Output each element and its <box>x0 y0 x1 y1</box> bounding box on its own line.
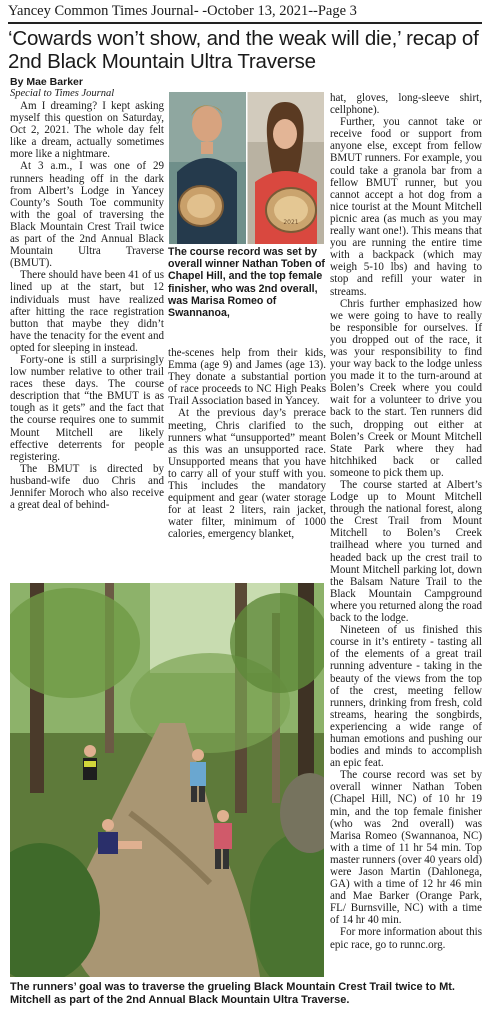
plaque-year: 2021 <box>283 219 299 226</box>
winners-photo <box>169 92 324 244</box>
paragraph: There should have been 41 of us lined up at the start, but 12 individuals must have realized after hitting the race registration button that maybe they didn’t have the tenacity for the event and opted for sleeping in instead. <box>10 269 164 354</box>
paragraph: the-scenes help from their kids, Emma (age 9) and James (age 13). They donate a substantial portion of race proceeds to NC High Peaks Trail Association based in Yancey. <box>168 347 326 408</box>
paragraph: The course record was set by overall winner Nathan Toben (Chapel Hill, NC) of 10 hr 19 min, and the top female finisher (who was 2nd overall) was Marisa Romeo (Swannanoa, NC) with a time of 11 hr 54 min. Top master runners (over 40 years old) were Jason Martin (Dahlonega, GA) with a time of 12 hr 46 min and Mae Barker (Orange Park, FL/ Burnsville, NC) with a time of 14 hr 40 min. <box>330 769 482 927</box>
article-column-3 <box>330 92 482 951</box>
affiliation: Special to Times Journal <box>10 88 115 99</box>
paragraph: At the previous day’s prerace meeting, Chris clarified to the runners what “unsupported” meant as this was an unsupported race. Unsupported means that you have to carry all of your stuff with you. This includes the mandatory equipment and gear (water storage for at least 2 liters, rain jacket, water filter, minimum of 1000 calories, emergency blanket, <box>168 407 326 541</box>
trail-photo <box>10 583 324 977</box>
paragraph: Nineteen of us finished this course in it’s entirety - tasting all of the elements of a great trail running adventure - taking in the beauty of the views from the top of the crest, meeting fellow runners, drinking from fresh, cold streams, hearing the songbirds, experiencing a wide range of human emotions and pushing our bodies and minds to accomplish an epic feat. <box>330 624 482 770</box>
article-column-1 <box>10 76 164 511</box>
trail-photo-caption: The runners’ goal was to traverse the grueling Black Mountain Crest Trail twice to Mt. Mitchell as part of the 2nd Annual Black Mountain Ultra Traverse. <box>10 981 455 1006</box>
byline: By Mae Barker <box>10 76 83 88</box>
headline: ‘Cowards won’t show, and the weak will die,’ recap of 2nd Black Mountain Ultra Traverse <box>8 27 479 73</box>
header-rule <box>8 22 482 24</box>
article-column-2 <box>168 347 326 541</box>
paragraph: Forty-one is still a surprisingly low number relative to other trail races these days. The course description that “the BMUT is as tough as it gets” and the fact that the course requires one to summit Mount Mitchell are likely effective deterrents for people registering. <box>10 353 164 463</box>
winners-photo-caption: The course record was set by overall winner Nathan Toben of Chapel Hill, and the top female finisher, who was 2nd overall, was Marisa Romeo of Swannanoa, <box>168 246 325 320</box>
paragraph: The BMUT is directed by husband-wife duo Chris and Jennifer Moroch who also receive a great deal of behind- <box>10 462 164 512</box>
paragraph: Am I dreaming? I kept asking myself this question on Saturday, Oct 2, 2021. The whole day felt like a dream, actually sometimes more like a nightmare. <box>10 100 164 161</box>
paragraph: The course started at Albert’s Lodge up to Mount Mitchell through the national forest, along the Crest Trail from Mount Mitchell to Bolen’s Creek trailhead where you turned and headed back up the crest trail to Mount Mitchell parking lot, down the Balsam Nature Trail to the Black Mountain Campground where you returned along the road back to the lodge. <box>330 479 482 625</box>
paragraph: For more information about this epic race, go to runnc.org. <box>330 926 482 951</box>
paragraph: Further, you cannot take or receive food or support from anyone else, except from fellow BMUT runners. For example, you could take a granola bar from a fellow BMUT runner, but you cannot accept a hot dog from a nice tourist at the Mount Mitchell picnic area (as much as you may really want one!). This means that you are running the entire time with a backpack (which may weigh 5-10 lbs) and having to stop and refill your water in streams. <box>330 116 482 298</box>
paragraph: hat, gloves, long-sleeve shirt, cellphone). <box>330 92 482 117</box>
running-head: Yancey Common Times Journal- -October 13, 2021--Page 3 <box>8 3 357 19</box>
paragraph: Chris further emphasized how we were going to have to really be responsible for ourselves. If you dropped out of the race, it was your responsibility to find your way back to the lodge unless you made it to the turn-around at Bolen’s Creek where you could wait for a volunteer to drive you back to the start. Ten runners did such, dropping out either at Bolen’s Creek or Mount Mitchell State Park where they had hitchhiked back or called someone to pick them up. <box>330 297 482 479</box>
paragraph: At 3 a.m., I was one of 29 runners heading off in the dark from Albert’s Lodge in Yancey County’s South Toe community with the goal of traversing the Black Mountain Crest Trail twice as part of the 2nd Annual Black Mountain Ultra Traverse (BMUT). <box>10 160 164 270</box>
